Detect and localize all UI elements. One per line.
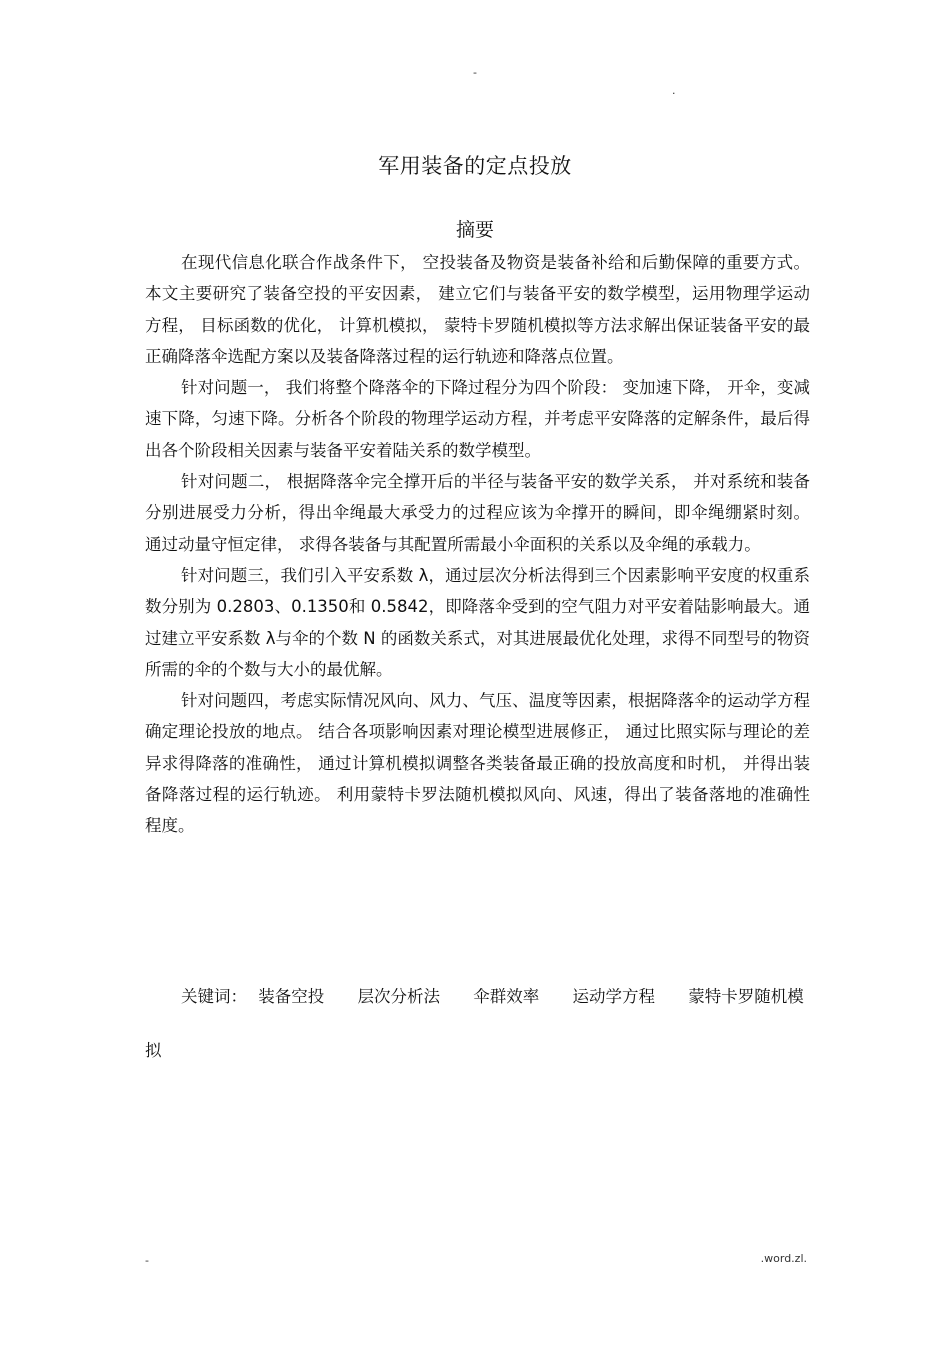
section-title: 摘要 — [455, 219, 494, 241]
header-mark-left: - — [473, 66, 477, 79]
abstract-paragraph-5: 针对问题四，考虑实际情况风向、风力、气压、温度等因素，根据降落伞的运动学方程确定理论投放的地点。 结合各项影响因素对理论模型进展修正， 通过比照实际与理论的差异求得降落的准确性， 通过计算机模拟调整各类装备最正确的投放高度和时机， 并得出装备降落过程的运行轨迹。 利用蒙特卡罗法随机模拟风向、风速，得出了装备落地的准确性程度。 — [145, 691, 810, 836]
abstract-paragraph-2: 针对问题一， 我们将整个降落伞的下降过程分为四个阶段： 变加速下降， 开伞，变减速下降，匀速下降。分析各个阶段的物理学运动方程，并考虑平安降落的定解条件，最后得出各个阶段相关因素与装备平安着陆关系的数学模型。 — [145, 378, 810, 460]
keyword-item: 蒙特卡罗随机模拟 — [145, 987, 804, 1060]
abstract-paragraph-4: 针对问题三，我们引入平安系数 λ，通过层次分析法得到三个因素影响平安度的权重系数分别为 0.2803、0.1350和 0.5842，即降落伞受到的空气阻力对平安着陆影响最大。通过建立平安系数 λ与伞的个数 N 的函数关系式，对其进展最优化处理，求得不同型号的物资所需的伞的个数与大小的最优解。 — [145, 565, 810, 679]
abstract-paragraph-1: 在现代信息化联合作战条件下， 空投装备及物资是装备补给和后勤保障的重要方式。本文主要研究了装备空投的平安因素， 建立它们与装备平安的数学模型，运用物理学运动方程， 目标函数的优化， 计算机模拟， 蒙特卡罗随机模拟等方法求解出保证装备平安的最正确降落伞选配方案以及装备降落过程的运行轨迹和降落点位置。 — [145, 253, 810, 366]
keywords-label: 关键词： — [181, 987, 247, 1006]
footer-mark-left: - — [145, 1254, 149, 1267]
abstract-paragraph-3: 针对问题二， 根据降落伞完全撑开后的半径与装备平安的数学关系， 并对系统和装备分别进展受力分析，得出伞绳最大承受力的过程应该为伞撑开的瞬间，即伞绳绷紧时刻。 通过动量守恒定律， 求得各装备与其配置所需最小伞面积的关系以及伞绳的承载力。 — [145, 472, 810, 554]
keyword-item: 伞群效率 — [473, 987, 540, 1006]
keyword-item: 装备空投 — [258, 987, 325, 1006]
header-mark-right: . — [672, 84, 676, 97]
document-title: 军用装备的定点投放 — [378, 154, 572, 178]
abstract-body — [145, 247, 810, 842]
keyword-item: 运动学方程 — [572, 987, 655, 1006]
keyword-item: 层次分析法 — [357, 987, 440, 1006]
footer-watermark: .word.zl. — [760, 1252, 807, 1265]
keywords-line — [145, 970, 810, 1078]
